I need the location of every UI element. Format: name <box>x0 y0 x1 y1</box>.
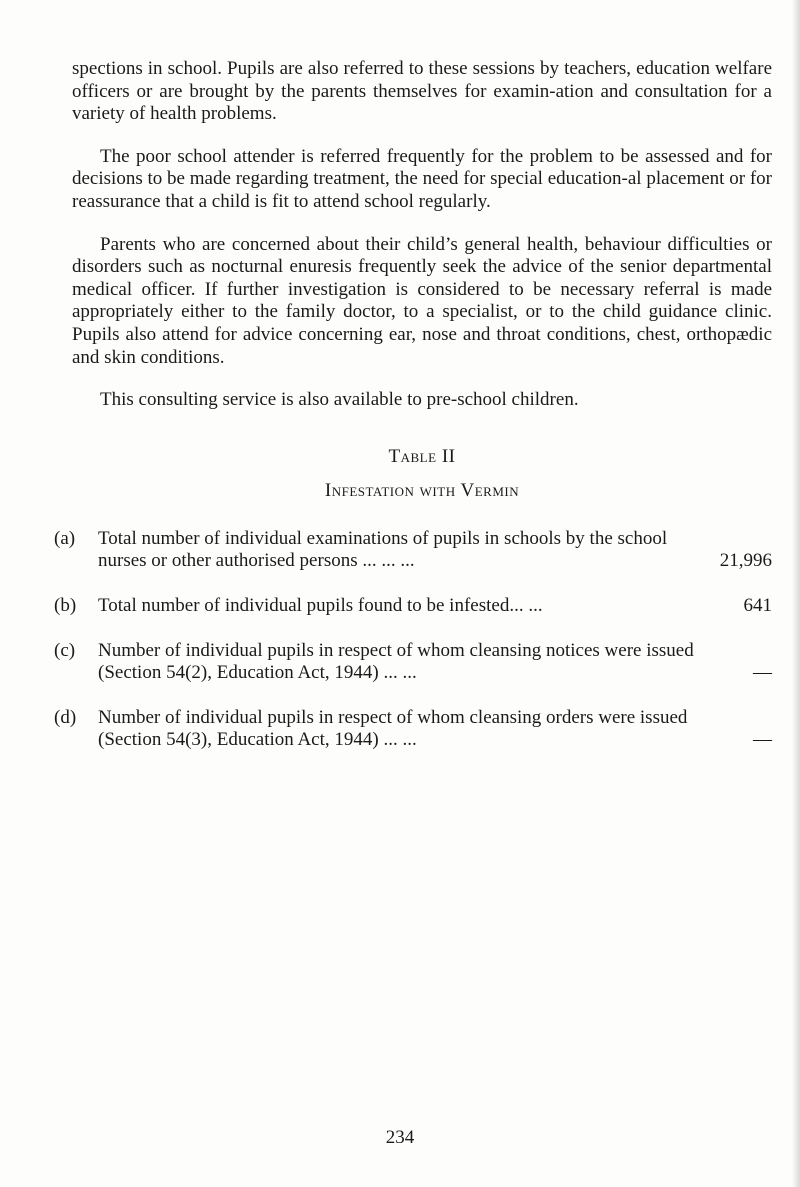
row-description: Number of individual pupils in respect of whom cleansing notices were issued (Section 54(2), Education Act, 1944) ... ... <box>98 639 694 684</box>
table-subtitle: Infestation with Vermin <box>324 479 520 501</box>
row-description: Number of individual pupils in respect of whom cleansing orders were issued (Section 54(3), Education Act, 1944) ... ... <box>98 706 688 751</box>
table-row-c <box>54 640 772 685</box>
paragraph-1: spections in school. Pupils are also referred to these sessions by teachers, education welfare officers or are brought by the parents themselves for examin-ation and consultation for a variety of health problems. <box>72 58 772 125</box>
row-value: 21,996 <box>719 550 772 572</box>
row-label: (a) <box>54 527 76 549</box>
table-row-d <box>54 707 772 752</box>
page-number: 234 <box>385 1127 415 1148</box>
paragraph-3: Parents who are concerned about their child’s general health, behaviour difficulties or disorders such as nocturnal enuresis frequently seek the advice of the senior departmental medical officer. If further investigation is considered to be necessary referral is made appropriately either to the family doctor, to a specialist, or to the child guidance clinic. Pupils also attend for advice concerning ear, nose and throat conditions, chest, orthopædic and skin conditions. <box>72 233 772 368</box>
document-page <box>54 58 772 774</box>
row-label: (d) <box>54 706 77 728</box>
table-row-a <box>54 528 772 573</box>
row-label: (c) <box>54 639 76 661</box>
table-row-b <box>54 595 772 618</box>
table-title: Table II <box>388 445 456 467</box>
infestation-table <box>54 528 772 752</box>
paragraph-2: The poor school attender is referred frequently for the problem to be assessed and for decisions to be made regarding treatment, the need for special education-al placement or for reassurance that a child is fit to attend school regularly. <box>72 145 772 212</box>
row-value: — <box>753 729 772 751</box>
row-value: 641 <box>743 594 772 616</box>
row-value: — <box>753 662 772 684</box>
page-edge-shadow <box>792 0 800 1187</box>
paragraph-4: This consulting service is also available to pre-school children. <box>100 389 579 411</box>
row-description: Total number of individual examinations of pupils in schools by the school nurses or other authorised persons ... ... ... <box>98 527 668 572</box>
row-description: Total number of individual pupils found to be infested... ... <box>98 594 543 616</box>
row-label: (b) <box>54 594 77 616</box>
